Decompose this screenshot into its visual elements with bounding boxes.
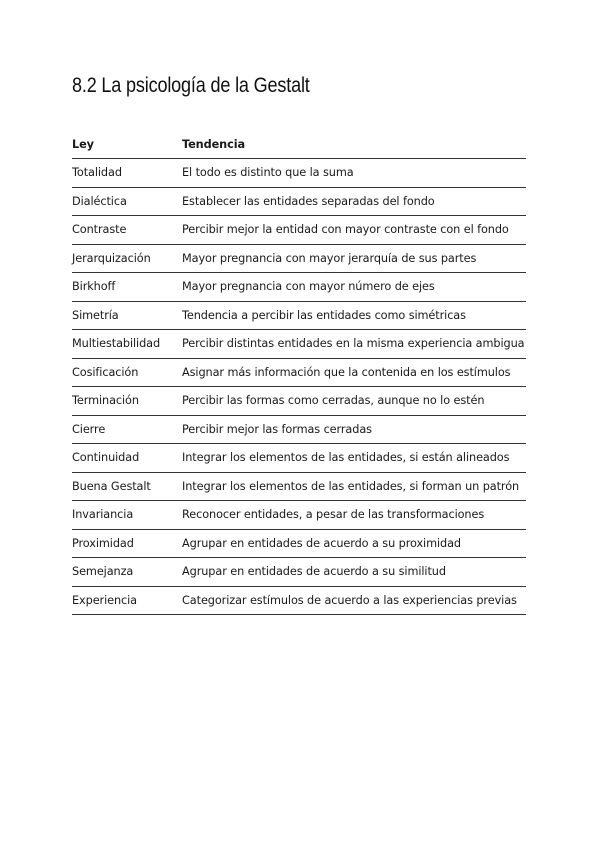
law-cell: Semejanza <box>72 558 182 587</box>
table-row <box>72 187 526 216</box>
trend-cell: Percibir las formas como cerradas, aunque no lo estén <box>182 387 526 416</box>
trend-cell: Establecer las entidades separadas del fondo <box>182 187 526 216</box>
trend-cell: Integrar los elementos de las entidades, si están alineados <box>182 444 526 473</box>
law-cell: Dialéctica <box>72 187 182 216</box>
trend-cell: Categorizar estímulos de acuerdo a las experiencias previas <box>182 586 526 615</box>
table-row <box>72 415 526 444</box>
table-row <box>72 472 526 501</box>
table-row <box>72 159 526 188</box>
column-header-law: Ley <box>72 130 182 159</box>
law-cell: Cosificación <box>72 358 182 387</box>
trend-cell: Percibir mejor las formas cerradas <box>182 415 526 444</box>
table-row <box>72 586 526 615</box>
law-cell: Invariancia <box>72 501 182 530</box>
trend-cell: Percibir mejor la entidad con mayor contraste con el fondo <box>182 216 526 245</box>
table-row <box>72 444 526 473</box>
trend-cell: Percibir distintas entidades en la misma experiencia ambigua <box>182 330 526 359</box>
trend-cell: El todo es distinto que la suma <box>182 159 526 188</box>
law-cell: Buena Gestalt <box>72 472 182 501</box>
table-row <box>72 273 526 302</box>
table-header-row <box>72 130 526 159</box>
law-cell: Experiencia <box>72 586 182 615</box>
table-row <box>72 301 526 330</box>
law-cell: Multiestabilidad <box>72 330 182 359</box>
trend-cell: Agrupar en entidades de acuerdo a su similitud <box>182 558 526 587</box>
law-cell: Cierre <box>72 415 182 444</box>
law-cell: Simetría <box>72 301 182 330</box>
table-row <box>72 529 526 558</box>
trend-cell: Mayor pregnancia con mayor número de ejes <box>182 273 526 302</box>
column-header-trend: Tendencia <box>182 130 526 159</box>
trend-cell: Integrar los elementos de las entidades, si forman un patrón <box>182 472 526 501</box>
trend-cell: Agrupar en entidades de acuerdo a su proximidad <box>182 529 526 558</box>
law-cell: Proximidad <box>72 529 182 558</box>
table-row <box>72 558 526 587</box>
trend-cell: Tendencia a percibir las entidades como simétricas <box>182 301 526 330</box>
gestalt-laws-table <box>72 130 526 615</box>
law-cell: Continuidad <box>72 444 182 473</box>
trend-cell: Asignar más información que la contenida en los estímulos <box>182 358 526 387</box>
law-cell: Contraste <box>72 216 182 245</box>
table-row <box>72 358 526 387</box>
trend-cell: Reconocer entidades, a pesar de las transformaciones <box>182 501 526 530</box>
law-cell: Totalidad <box>72 159 182 188</box>
law-cell: Birkhoff <box>72 273 182 302</box>
table-row <box>72 501 526 530</box>
section-title: 8.2 La psicología de la Gestalt <box>72 74 310 97</box>
law-cell: Jerarquización <box>72 244 182 273</box>
law-cell: Terminación <box>72 387 182 416</box>
table-row <box>72 216 526 245</box>
table-row <box>72 244 526 273</box>
trend-cell: Mayor pregnancia con mayor jerarquía de sus partes <box>182 244 526 273</box>
table-row <box>72 387 526 416</box>
table-row <box>72 330 526 359</box>
